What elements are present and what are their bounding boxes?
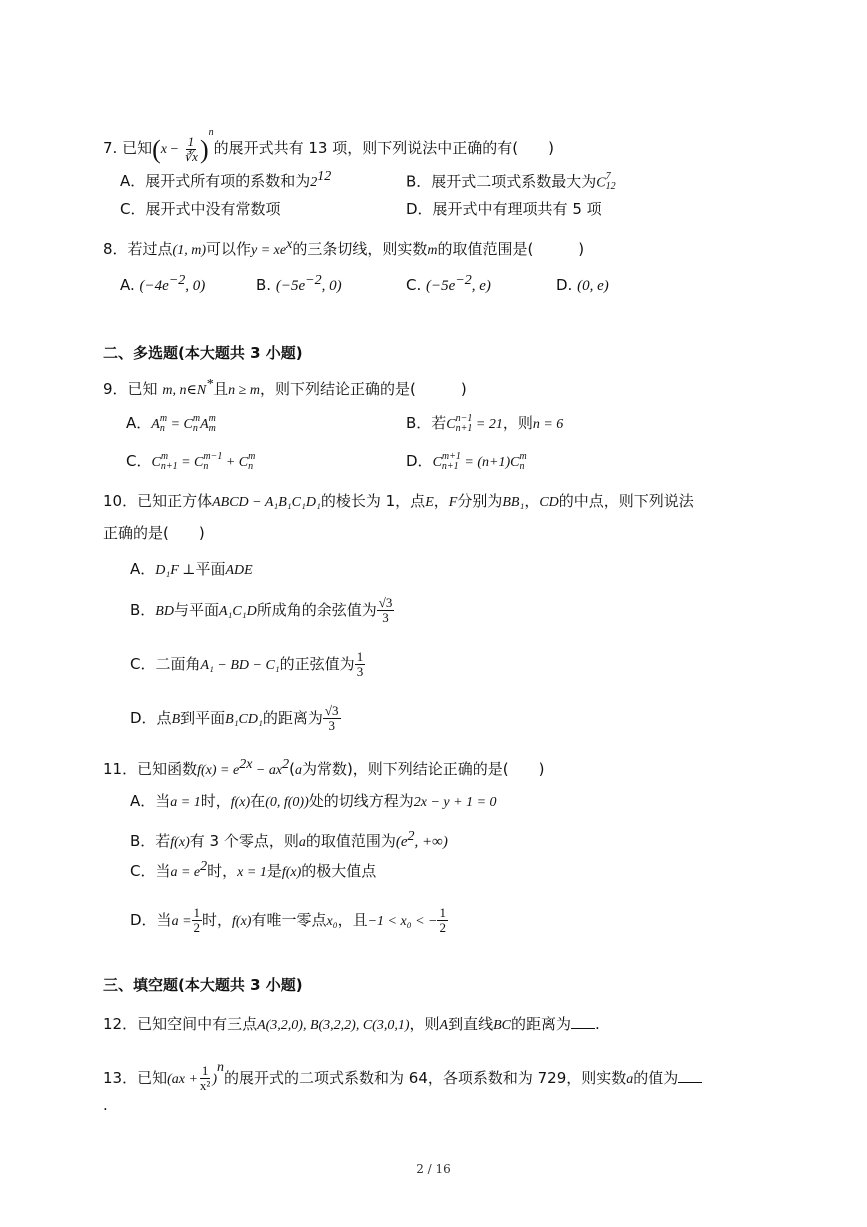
q13-stem: 13．已知(ax + $\frac{1}{\text{x²}}$ )$^n$的展开式的二项式系数和为 64，各项系数和为 729，则实数a的值为 <box>103 1064 702 1093</box>
section-heading-multiple-choice: 二、多选题(本大题共 3 小题) <box>103 344 303 362</box>
q8-stem: 8．若过点(1, m)可以作$y = xe^x$的三条切线，则实数m的取值范围是( ) <box>103 237 585 258</box>
q10-option-d: D．点B到平面B₁CD₁的距离为 $\frac{√3}{3}$ <box>130 703 339 733</box>
q8-option-d: D. (0, e) <box>556 276 609 294</box>
q7-option-b: B．展开式二项式系数最大为C 7 12 <box>406 171 616 192</box>
page-number: 2 / 16 <box>416 1162 451 1176</box>
q8-option-b: B. ($-5e^{-2}$, 0) <box>256 273 342 294</box>
q13-answer-blank[interactable] <box>678 1068 702 1083</box>
q9-option-c: C．C m n+1 = C m−1 n + C m n <box>126 451 256 472</box>
q10-option-c: C．二面角A₁ − BD − C₁的正弦值为 $\frac{1}{3}$ <box>130 649 364 679</box>
q8-option-c: C. ($-5e^{-2}$, e) <box>406 273 491 294</box>
q7-option-c: C．展开式中没有常数项 <box>120 200 281 218</box>
q7-option-d: D．展开式中有理项共有 5 项 <box>406 200 602 218</box>
q10-stem-line2: 正确的是( ) <box>103 524 205 542</box>
q9-option-a: A．A m n = C m n A m m <box>126 413 216 434</box>
q11-option-d: D．当a = $\frac{1}{2}$ 时，f(x)有唯一零点x₀，且−1 < x₀ < − $\frac{1}{2}$ <box>130 905 446 935</box>
q7-option-a: A．展开式所有项的系数和为$2^{12}$ <box>120 169 332 190</box>
q11-stem: 11．已知函数$f(x) = e^{2x} - ax^2(a$为常数)，则下列结论正确的是( ) <box>103 757 545 778</box>
section-heading-fill-in: 三、填空题(本大题共 3 小题) <box>103 976 303 994</box>
q12-stem: 12．已知空间中有三点A(3,2,0), B(3,2,2), C(3,0,1)，则A到直线BC的距离为 . <box>103 1015 600 1033</box>
q12-answer-blank[interactable] <box>571 1014 595 1029</box>
q10-stem: 10．已知正方体ABCD − A₁B₁C₁D₁的棱长为 1，点E，F分别为BB₁，CD的中点，则下列说法 <box>103 492 694 510</box>
q7-expression: (x − $\frac{1}{∛x}$ )$^n$ <box>152 127 214 165</box>
q9-stem: 9．已知 m, n∈N*且n ≥ m，则下列结论正确的是( ) <box>103 377 467 398</box>
q11-option-c: C．当$a = e^2$时，x = 1是f(x)的极大值点 <box>130 859 377 880</box>
q10-option-b: B．BD与平面A₁C₁D所成角的余弦值为 $\frac{√3}{3}$ <box>130 595 393 625</box>
q10-option-a: A．D₁F ⊥平面ADE <box>130 560 253 578</box>
q11-option-a: A．当a = 1时，f(x)在(0, f(0))处的切线方程为2x − y + 1 = 0 <box>130 792 497 810</box>
q7-stem: 7. 已知(x − $\frac{1}{∛x}$ )$^n$的展开式共有 13 项，则下列说法中正确的有( ) <box>103 127 554 165</box>
q9-option-b: B．若C n−1 n+1 = 21，则n = 6 <box>406 413 564 434</box>
q8-option-a: A. ($-4e^{-2}$, 0) <box>120 273 206 294</box>
q13-period: . <box>103 1096 108 1114</box>
q11-option-b: B．若f(x)有 3 个零点，则a的取值范围为($e^2$, +∞) <box>130 829 448 850</box>
q9-option-d: D．C m+1 n+1 = (n+1)C m n <box>406 451 527 472</box>
